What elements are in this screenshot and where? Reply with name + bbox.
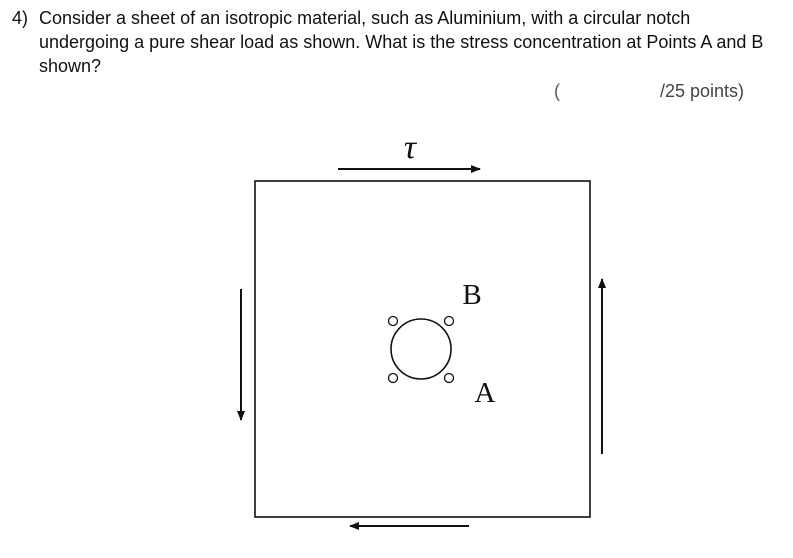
circular-notch	[391, 319, 451, 379]
notch-marker-upper-left	[389, 317, 398, 326]
score-field-open-paren: (	[554, 81, 560, 101]
notch-marker-lower-left	[389, 374, 398, 383]
question-number: 4)	[12, 8, 29, 28]
point-b-marker	[445, 317, 454, 326]
point-b-label: B	[462, 279, 482, 311]
plate-outline	[255, 181, 590, 517]
shear-stress-symbol: τ	[403, 129, 417, 166]
question-text: Consider a sheet of an isotropic material, such as Aluminium, with a circular notch undergoing a pure shear load as shown. What is the stress concentration at Points A and B shown?	[39, 8, 764, 76]
point-a-marker	[445, 374, 454, 383]
point-a-label: A	[474, 377, 496, 409]
points-label: /25 points)	[660, 81, 745, 101]
